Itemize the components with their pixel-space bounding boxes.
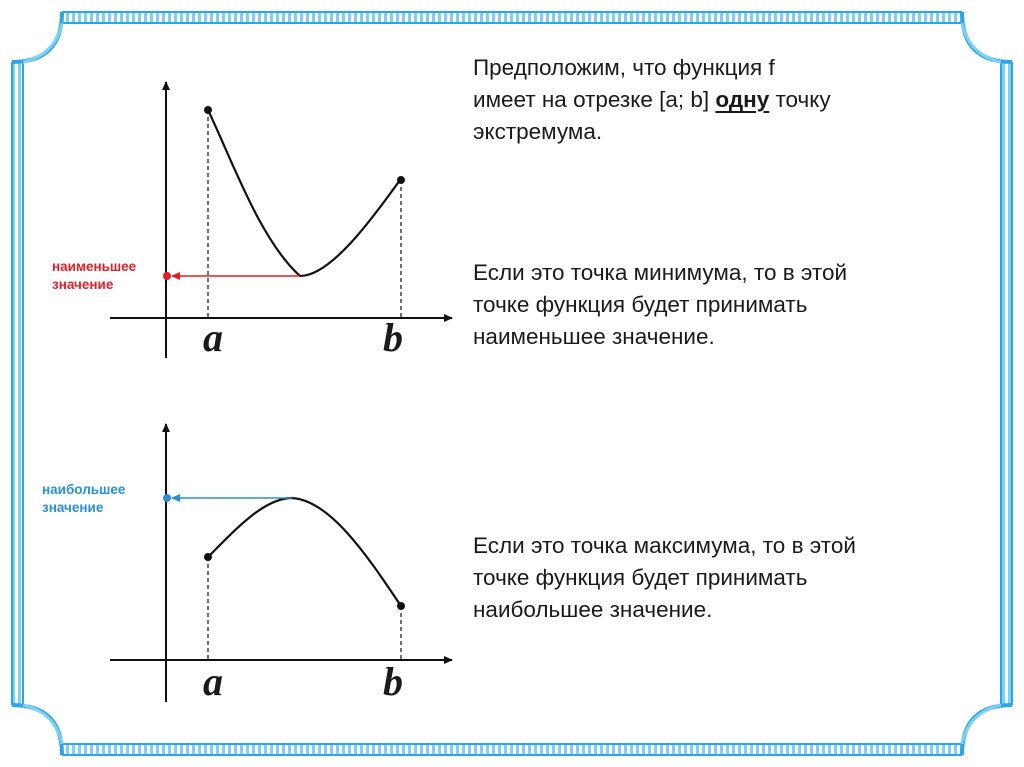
intro-line-2-emphasis: одну bbox=[715, 87, 770, 112]
endpoint-a bbox=[204, 106, 212, 114]
intro-line-2 bbox=[473, 84, 831, 116]
x-label-a: a bbox=[203, 315, 223, 360]
minimum-line-1: Если это точка минимума, то в этой bbox=[473, 260, 848, 285]
endpoint-b bbox=[397, 176, 405, 184]
x-label-a: a bbox=[203, 659, 223, 704]
maximum-text bbox=[473, 530, 856, 626]
minimum-text bbox=[473, 257, 847, 353]
x-label-b: b bbox=[383, 315, 403, 360]
endpoint-a bbox=[204, 553, 212, 561]
min-value-point bbox=[163, 272, 171, 280]
minimum-line-2: точке функция будет принимать bbox=[473, 292, 808, 317]
intro-line-2-prefix: имеет на отрезке [a; b] bbox=[473, 87, 716, 112]
function-curve bbox=[208, 110, 400, 276]
maximum-line-3: наибольшее значение. bbox=[473, 597, 713, 622]
min-value-label bbox=[52, 258, 136, 294]
intro-line-3: экстремума. bbox=[473, 119, 603, 144]
intro-text bbox=[473, 52, 831, 148]
min-value-label-line1: наименьшее bbox=[52, 259, 137, 274]
function-curve bbox=[208, 498, 401, 606]
max-value-point bbox=[163, 494, 171, 502]
endpoint-b bbox=[397, 602, 405, 610]
x-label-b: b bbox=[383, 659, 403, 704]
maximum-line-2: точке функция будет принимать bbox=[473, 565, 808, 590]
intro-line-2-suffix: точку bbox=[769, 87, 831, 112]
maximum-line-1: Если это точка максимума, то в этой bbox=[473, 533, 856, 558]
intro-line-1: Предположим, что функция f bbox=[473, 55, 775, 80]
max-value-label bbox=[42, 481, 125, 517]
max-value-label-line1: наибольшее bbox=[42, 482, 126, 497]
minimum-line-3: наименьшее значение. bbox=[473, 324, 715, 349]
min-value-label-line2: значение bbox=[52, 277, 114, 292]
max-value-label-line2: значение bbox=[42, 500, 104, 515]
